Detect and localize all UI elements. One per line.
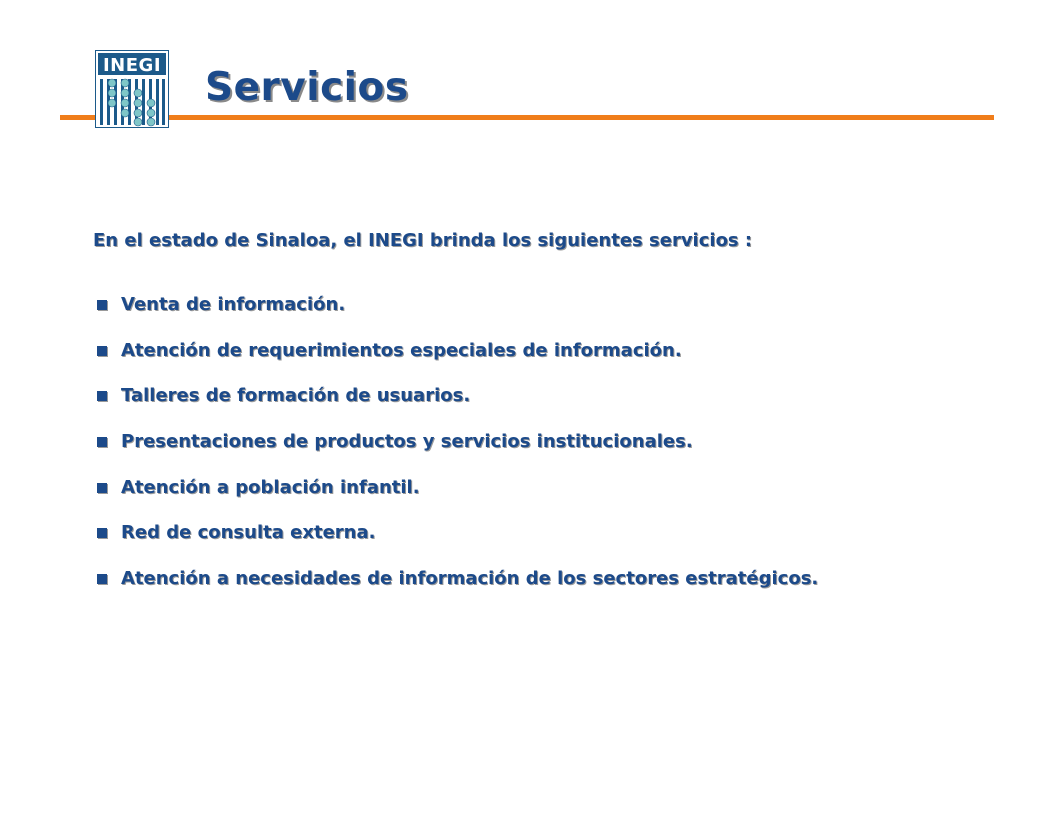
service-label: Atención de requerimientos especiales de información.: [121, 339, 682, 361]
service-item-talleres: [97, 383, 818, 429]
logo-text: [169, 50, 170, 51]
service-item-poblacion-infantil: [97, 475, 818, 521]
service-label: Atención a necesidades de información de los sectores estratégicos.: [121, 568, 819, 590]
service-item-sectores-estrategicos: [97, 566, 818, 612]
square-bullet-icon: [97, 391, 107, 401]
square-bullet-icon: [97, 346, 107, 356]
services-list: [97, 292, 818, 612]
service-label: Red de consulta externa.: [121, 522, 376, 544]
square-bullet-icon: [97, 483, 107, 493]
intro-text: En el estado de Sinaloa, el INEGI brinda los siguientes servicios :: [93, 230, 753, 251]
service-item-requerimientos: [97, 338, 818, 384]
header-divider: [60, 115, 994, 120]
service-label: Talleres de formación de usuarios.: [121, 385, 471, 407]
page-title: Servicios: [205, 65, 409, 110]
service-label: Atención a población infantil.: [121, 476, 420, 498]
service-label: Venta de información.: [121, 294, 346, 315]
svg-text:INEGI: INEGI: [102, 55, 162, 76]
square-bullet-icon: [97, 437, 107, 447]
inegi-logo: [95, 50, 169, 128]
service-label: Presentaciones de productos y servicios institucionales.: [121, 431, 693, 453]
square-bullet-icon: [97, 528, 107, 538]
service-item-red-consulta: [97, 520, 818, 566]
square-bullet-icon: [97, 300, 107, 310]
service-item-venta: [97, 292, 818, 338]
service-item-presentaciones: [97, 429, 818, 475]
square-bullet-icon: [97, 574, 107, 584]
